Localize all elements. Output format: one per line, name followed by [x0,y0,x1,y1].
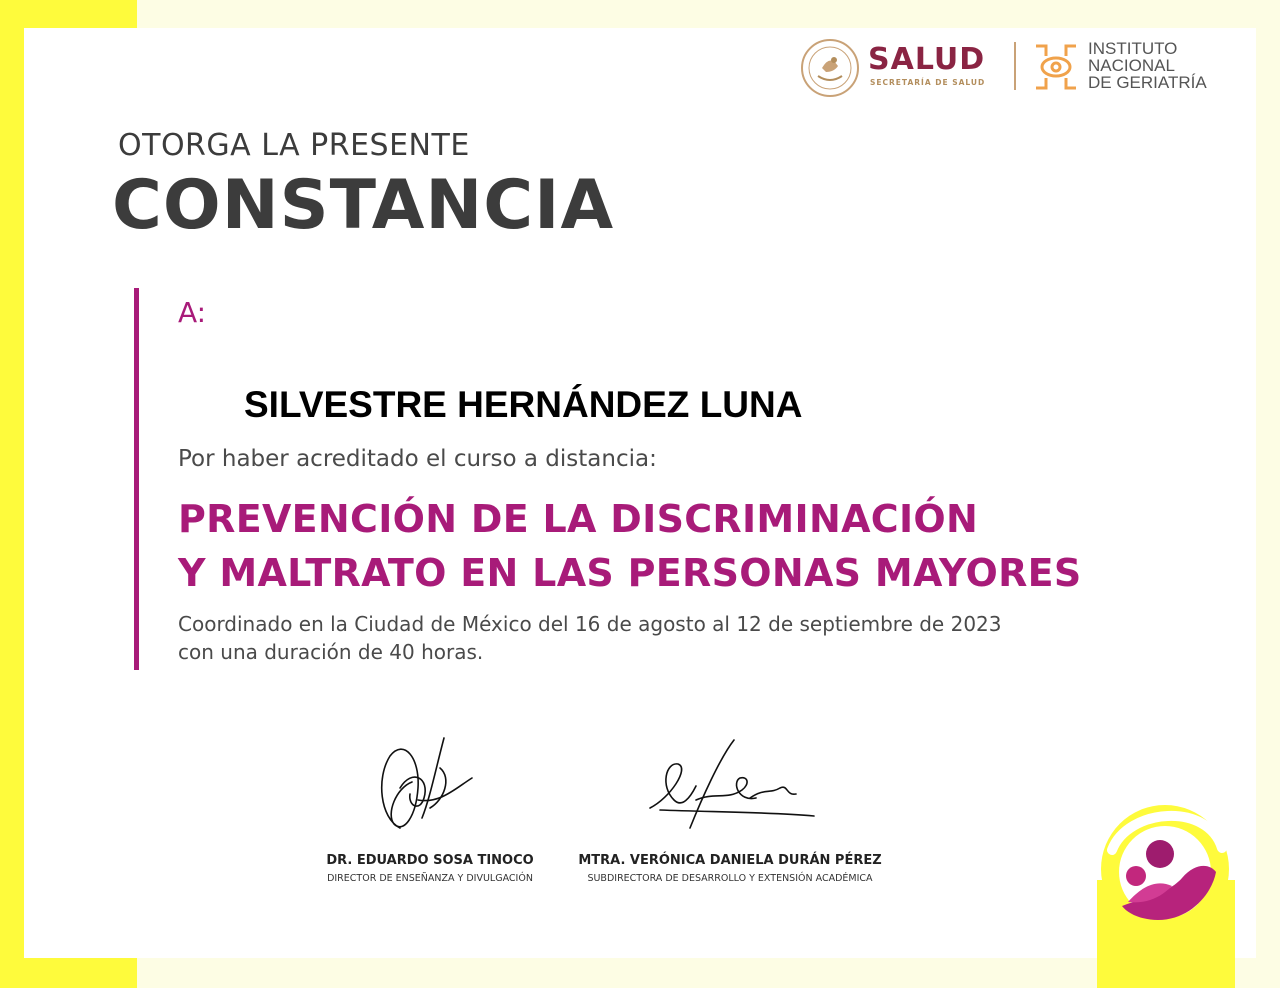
course-title-line: Y MALTRATO EN LAS PERSONAS MAYORES [178,551,1082,595]
signature-block-subdirector [560,728,900,884]
logo-divider [1014,42,1016,90]
course-title-line: PREVENCIÓN DE LA DISCRIMINACIÓN [178,497,979,541]
signer-role: SUBDIRECTORA DE DESARROLLO Y EXTENSIÓN ACADÉMICA [587,873,873,884]
national-seal-icon [800,38,860,98]
course-title [178,492,1082,600]
signature-graphic [630,728,830,853]
header-logos [800,36,1240,96]
signer-name: DR. EDUARDO SOSA TINOCO [326,853,534,868]
course-emblem-icon [1098,802,1232,936]
salud-subtitle: SECRETARÍA DE SALUD [870,78,986,87]
preheading: OTORGA LA PRESENTE [118,128,470,163]
to-label: A: [178,296,207,329]
geriatrics-institute-icon [1032,42,1080,92]
signer-name: MTRA. VERÓNICA DANIELA DURÁN PÉREZ [578,853,882,868]
signer-role: DIRECTOR DE ENSEÑANZA Y DIVULGACIÓN [327,873,533,884]
reason-text: Por haber acreditado el curso a distancia: [178,446,657,472]
course-details [178,610,1002,666]
course-details-line: Coordinado en la Ciudad de México del 16 de agosto al 12 de septiembre de 2023 [178,612,1002,636]
institute-line: INSTITUTO [1088,39,1178,58]
signature-block-director [300,708,560,884]
institute-name [1088,40,1207,91]
accent-bar [134,288,139,670]
signature-graphic [360,708,500,853]
page-title: CONSTANCIA [112,166,615,245]
frame-band-right [1258,0,1280,988]
course-details-line: con una duración de 40 horas. [178,640,484,664]
salud-title: SALUD [868,42,986,77]
institute-line: DE GERIATRÍA [1088,73,1207,92]
institute-line: NACIONAL [1088,56,1175,75]
recipient-name: SILVESTRE HERNÁNDEZ LUNA [244,384,803,425]
